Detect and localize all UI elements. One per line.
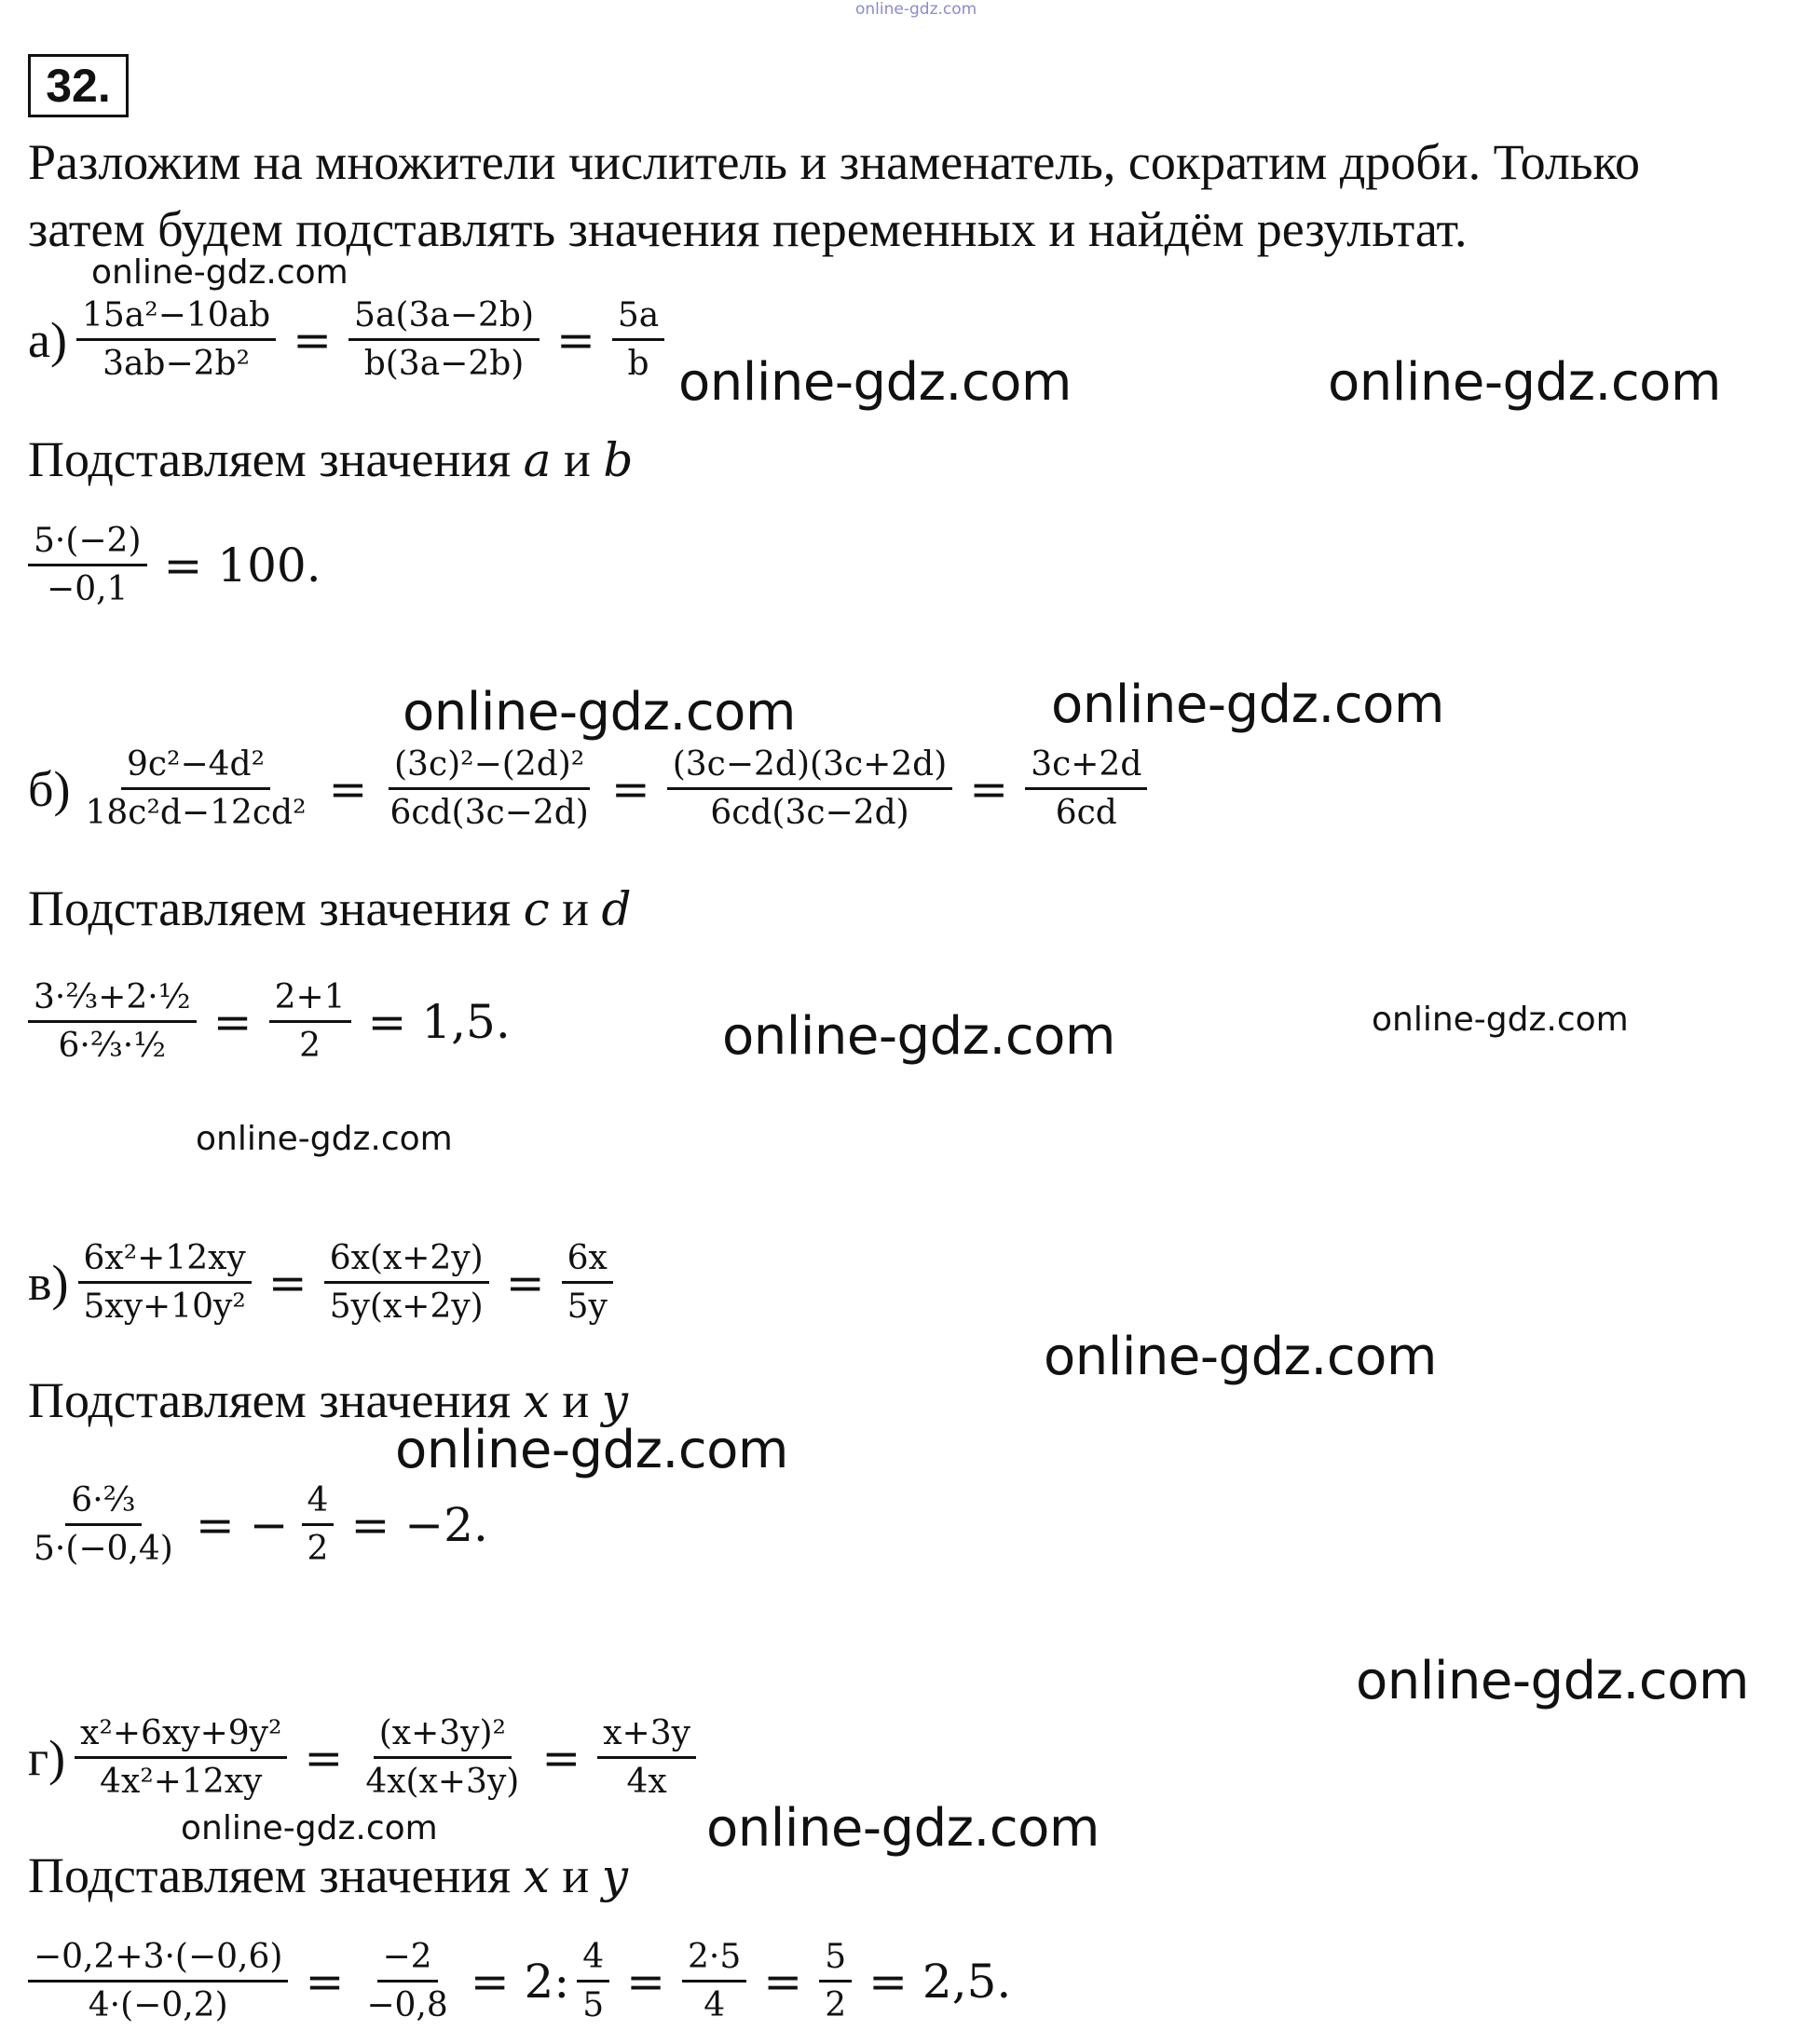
intro-line-1: Разложим на множители числитель и знаменатель, сократим дроби. Только: [28, 134, 1640, 190]
part-v-substitute-text: Подставляем значения x и y: [28, 1372, 628, 1428]
fraction: $\frac{4}{5}$: [577, 1938, 609, 2024]
fraction: $\frac{\text{9c²−4d²}}{\text{18c²d−12cd²}}$: [85, 745, 307, 832]
part-g-calculation: $\frac{-0,2+3\cdot(-0,6)}{4\cdot(-0,2)}$ = $\frac{-2}{-0,8}$ = 2: $\frac{4}{5}$ = $\frac{2\cdot 5}{4}$ = $\frac{5}{2}$ = 2,5.: [28, 1938, 1011, 2024]
watermark: online-gdz.com: [395, 1420, 788, 1480]
fraction: $\frac{\text{x²+6xy+9y²}}{\text{4x²+12xy}}$: [75, 1714, 287, 1801]
fraction: $\frac{6x}{5y}$: [562, 1239, 613, 1326]
part-v-equation: в) $\frac{\text{6x²+12xy}}{\text{5xy+10y²}}$ = $\frac{6x(x+2y)}{5y(x+2y)}$ = $\frac{6x}{5y}$: [28, 1239, 613, 1326]
fraction: $\frac{\text{(x+3y)²}}{4x(x+3y)}$: [365, 1714, 520, 1801]
fraction: $\frac{6x(x+2y)}{5y(x+2y)}$: [324, 1239, 489, 1326]
part-g-equation: г) $\frac{\text{x²+6xy+9y²}}{\text{4x²+12xy}}$ = $\frac{\text{(x+3y)²}}{4x(x+3y)}$ = $\frac{x+3y}{4x}$: [28, 1714, 696, 1801]
fraction: $\frac{x+3y}{4x}$: [597, 1714, 696, 1801]
intro-line-2: затем будем подставлять значения переменных и найдём результат.: [28, 201, 1468, 257]
part-a-calculation: $\frac{5\cdot(-2)}{-0,1}$ = 100.: [28, 522, 321, 608]
watermark: online-gdz.com: [1051, 675, 1444, 735]
part-b-label: б): [28, 760, 71, 817]
watermark: online-gdz.com: [1356, 1651, 1749, 1711]
part-g-label: г): [28, 1729, 66, 1786]
fraction: $\frac{3c+2d}{6cd}$: [1025, 745, 1147, 832]
part-a-label: а): [28, 311, 67, 368]
fraction: $\frac{-2}{-0,8}$: [366, 1938, 448, 2024]
problem-number: 32.: [28, 54, 129, 117]
watermark: online-gdz.com: [706, 1798, 1100, 1859]
watermark: online-gdz.com: [1044, 1327, 1437, 1387]
fraction: $\frac{5a}{b}$: [612, 296, 664, 383]
part-a-substitute-text: Подставляем значения a и b: [28, 431, 634, 487]
watermark: online-gdz.com: [181, 1809, 438, 1847]
part-g-substitute-text: Подставляем значения x и y: [28, 1847, 628, 1903]
part-v-calculation: $\frac{\text{6·⅔}}{5\cdot(-0,4)}$ = − $\frac{4}{2}$ = −2.: [28, 1481, 488, 1568]
fraction: $\frac{4}{2}$: [302, 1481, 335, 1568]
watermark: online-gdz.com: [196, 1120, 453, 1158]
fraction: $\frac{\text{(3c)²−(2d)²}}{6cd(3c-2d)}$: [389, 745, 589, 832]
part-a-equation: а) $\frac{\text{15a²−10ab}}{\text{3ab−2b²}}$ = $\frac{5a(3a-2b)}{b(3a-2b)}$ = $\frac{5a}{b}$: [28, 296, 664, 383]
watermark: online-gdz.com: [1372, 1001, 1629, 1039]
fraction: $\frac{\text{6x²+12xy}}{\text{5xy+10y²}}$: [77, 1239, 251, 1326]
part-b-substitute-text: Подставляем значения c и d: [28, 880, 632, 936]
part-v-label: в): [28, 1254, 69, 1311]
fraction: $\frac{-0,2+3\cdot(-0,6)}{4\cdot(-0,2)}$: [28, 1938, 288, 2024]
fraction: $\frac{2+1}{2}$: [269, 978, 351, 1065]
watermark: online-gdz.com: [722, 1006, 1115, 1067]
watermark: online-gdz.com: [1328, 352, 1721, 413]
part-b-equation: б) $\frac{\text{9c²−4d²}}{\text{18c²d−12cd²}}$ = $\frac{\text{(3c)²−(2d)²}}{6cd(3c-2d)}$ = $\frac{(3c-2d)(3c+2d)}{6cd(3c-2d)}$ = $\frac{3c+2d}{6cd}$: [28, 745, 1147, 832]
fraction: $\frac{5\cdot(-2)}{-0,1}$: [28, 522, 147, 608]
fraction: $\frac{(3c-2d)(3c+2d)}{6cd(3c-2d)}$: [667, 745, 953, 832]
watermark: online-gdz.com: [91, 253, 348, 292]
fraction: $\frac{5a(3a-2b)}{b(3a-2b)}$: [348, 296, 540, 383]
fraction: $\frac{\text{6·⅔}}{5\cdot(-0,4)}$: [34, 1481, 173, 1568]
watermark: online-gdz.com: [678, 352, 1072, 413]
fraction: $\frac{2\cdot 5}{4}$: [682, 1938, 746, 2024]
fraction: $\frac{\text{3·⅔+2·½}}{\text{6·⅔·½}}$: [28, 978, 197, 1065]
watermark-top: online-gdz.com: [855, 0, 977, 19]
fraction: $\frac{\text{15a²−10ab}}{\text{3ab−2b²}}$: [76, 296, 276, 383]
fraction: $\frac{5}{2}$: [819, 1938, 852, 2024]
watermark: online-gdz.com: [403, 682, 796, 743]
part-b-calculation: $\frac{\text{3·⅔+2·½}}{\text{6·⅔·½}}$ = $\frac{2+1}{2}$ = 1,5.: [28, 978, 511, 1065]
